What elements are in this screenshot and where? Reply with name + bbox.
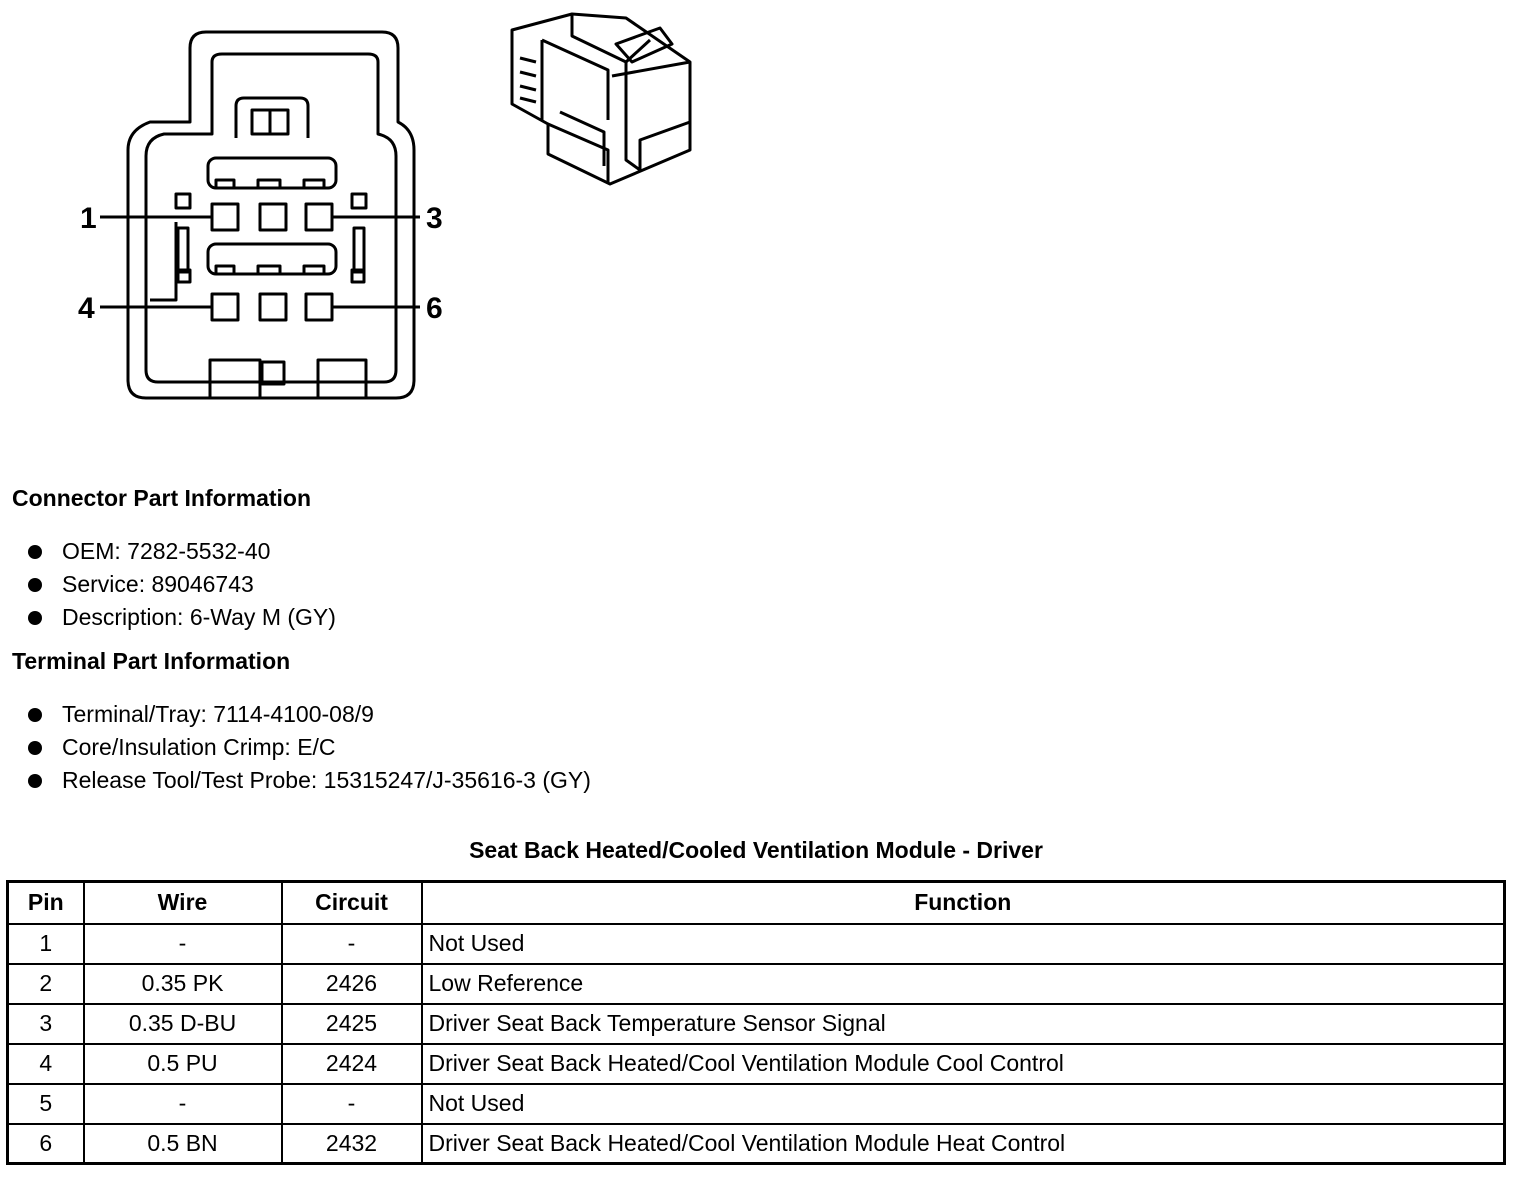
cavity-1 [212,204,238,230]
cell-wire: 0.35 PK [84,964,282,1004]
list-item: Release Tool/Test Probe: 15315247/J-35616-3 (GY) [28,764,591,797]
cell-wire: 0.35 D-BU [84,1004,282,1044]
pin-callout-4: 4 [78,292,95,325]
connector-info-title: Connector Part Information [12,485,312,511]
table-row [8,1124,1505,1164]
connector-iso-view [512,14,690,184]
cell-circuit: - [282,924,422,964]
cell-circuit: 2426 [282,964,422,1004]
cavity-2 [260,204,286,230]
cell-circuit: - [282,1084,422,1124]
cavity-6 [306,294,332,320]
table-row [8,1044,1505,1084]
table-row [8,964,1505,1004]
cell-function: Not Used [422,1084,1505,1124]
lock-bar [208,158,336,188]
list-item: Description: 6-Way M (GY) [28,601,336,634]
lock-bar [208,244,336,274]
column-header-wire: Wire [84,882,282,924]
table-title: Seat Back Heated/Cooled Ventilation Module - Driver [469,837,1043,863]
column-header-circuit: Circuit [282,882,422,924]
connector-face-view [100,32,420,398]
cell-function: Driver Seat Back Temperature Sensor Signal [422,1004,1505,1044]
cavity-5 [260,294,286,320]
cell-circuit: 2432 [282,1124,422,1164]
cell-pin: 5 [8,1084,84,1124]
terminal-info-list [28,698,591,797]
cell-function: Low Reference [422,964,1505,1004]
pinout-table [6,880,1506,1165]
pin-callout-6: 6 [426,292,443,325]
cell-pin: 4 [8,1044,84,1084]
table-row [8,1084,1505,1124]
pin-callout-1: 1 [80,202,97,235]
table-row [8,924,1505,964]
cell-function: Driver Seat Back Heated/Cool Ventilation Module Cool Control [422,1044,1505,1084]
list-item: Terminal/Tray: 7114-4100-08/9 [28,698,591,731]
column-header-function: Function [422,882,1505,924]
pin-callout-3: 3 [426,202,443,235]
cavity-4 [212,294,238,320]
bottom-tab [318,360,366,398]
cell-pin: 3 [8,1004,84,1044]
list-item: OEM: 7282-5532-40 [28,535,336,568]
cell-function: Not Used [422,924,1505,964]
cell-circuit: 2424 [282,1044,422,1084]
cell-function: Driver Seat Back Heated/Cool Ventilation Module Heat Control [422,1124,1505,1164]
cell-wire: 0.5 PU [84,1044,282,1084]
list-item: Core/Insulation Crimp: E/C [28,731,591,764]
column-header-pin: Pin [8,882,84,924]
cavity-3 [306,204,332,230]
table-row [8,1004,1505,1044]
bottom-tab [210,360,260,398]
cell-wire: 0.5 BN [84,1124,282,1164]
cell-pin: 1 [8,924,84,964]
latch [236,98,308,138]
connector-diagram [0,0,760,420]
cell-pin: 6 [8,1124,84,1164]
cell-circuit: 2425 [282,1004,422,1044]
terminal-info-title: Terminal Part Information [12,648,291,674]
cell-pin: 2 [8,964,84,1004]
table-header-row [8,882,1505,924]
list-item: Service: 89046743 [28,568,336,601]
cell-wire: - [84,1084,282,1124]
cell-wire: - [84,924,282,964]
connector-info-list [28,535,336,634]
housing-outline [128,32,414,398]
